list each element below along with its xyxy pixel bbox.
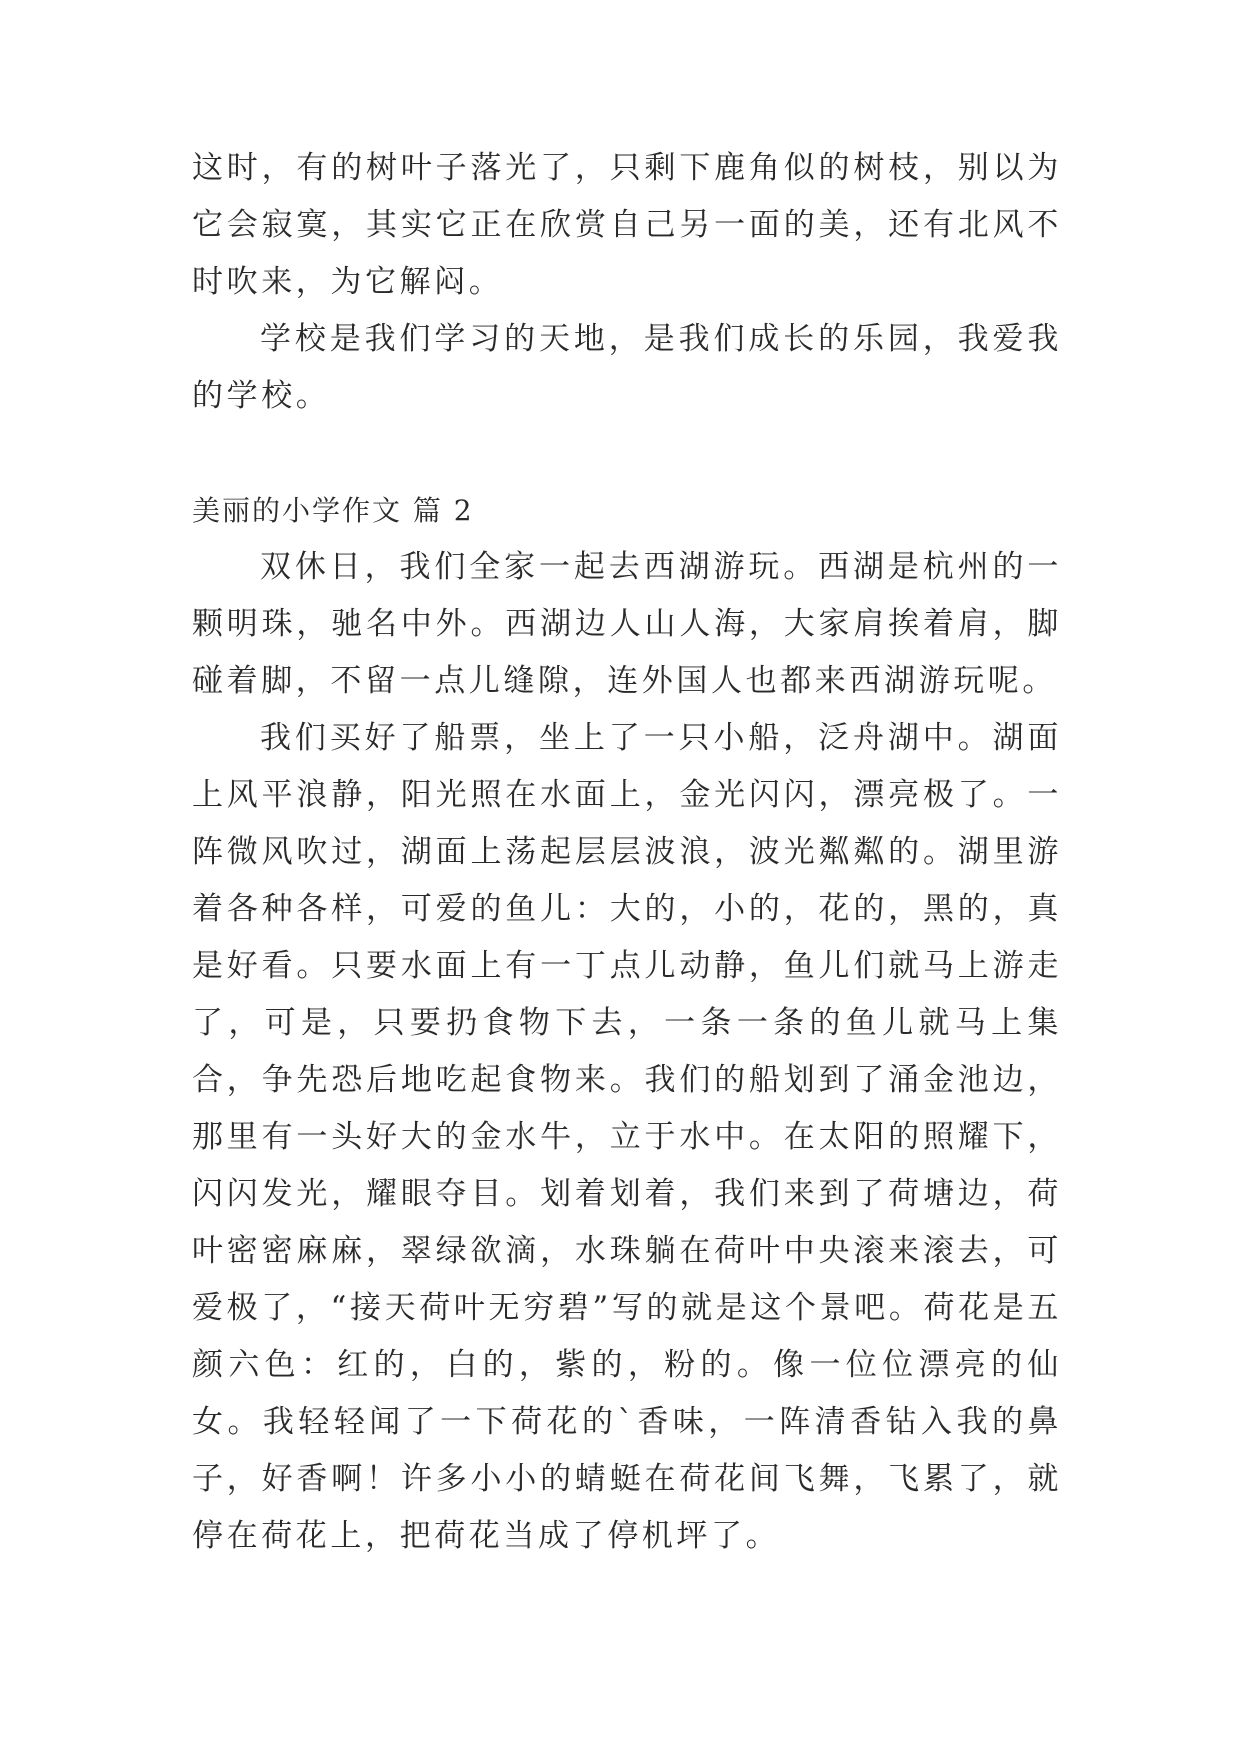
paragraph-west-lake-intro: 双休日，我们全家一起去西湖游玩。西湖是杭州的一颗明珠，驰名中外。西湖边人山人海，大家肩挨着肩，脚碰着脚，不留一点儿缝隙，连外国人也都来西湖游玩呢。 — [192, 549, 1062, 699]
paragraph-continuation: 这时，有的树叶子落光了，只剩下鹿角似的树枝，别以为它会寂寞，其实它正在欣赏自己另一面的美，还有北风不时吹来，为它解闷。 — [192, 150, 1062, 300]
section-title: 美丽的小学作文 篇 2 — [192, 494, 474, 527]
paragraph-boat-trip: 我们买好了船票，坐上了一只小船，泛舟湖中。湖面上风平浪静，阳光照在水面上，金光闪闪，漂亮极了。一阵微风吹过，湖面上荡起层层波浪，波光粼粼的。湖里游着各种各样，可爱的鱼儿：大的，小的，花的，黑的，真是好看。只要水面上有一丁点儿动静，鱼儿们就马上游走了，可是，只要扔食物下去，一条一条的鱼儿就马上集合，争先恐后地吃起食物来。我们的船划到了涌金池边，那里有一头好大的金水牛，立于水中。在太阳的照耀下，闪闪发光，耀眼夺目。划着划着，我们来到了荷塘边，荷叶密密麻麻，翠绿欲滴，水珠躺在荷叶中央滚来滚去，可爱极了，“接天荷叶无穷碧”写的就是这个景吧。荷花是五颜六色：红的，白的，紫的，粉的。像一位位漂亮的仙女。我轻轻闻了一下荷花的`香味，一阵清香钻入我的鼻子，好香啊！许多小小的蜻蜓在荷花间飞舞，飞累了，就停在荷花上，把荷花当成了停机坪了。 — [192, 720, 1062, 1554]
paragraph-school: 学校是我们学习的天地，是我们成长的乐园，我爱我的学校。 — [192, 321, 1062, 414]
document-page — [192, 140, 1062, 1565]
